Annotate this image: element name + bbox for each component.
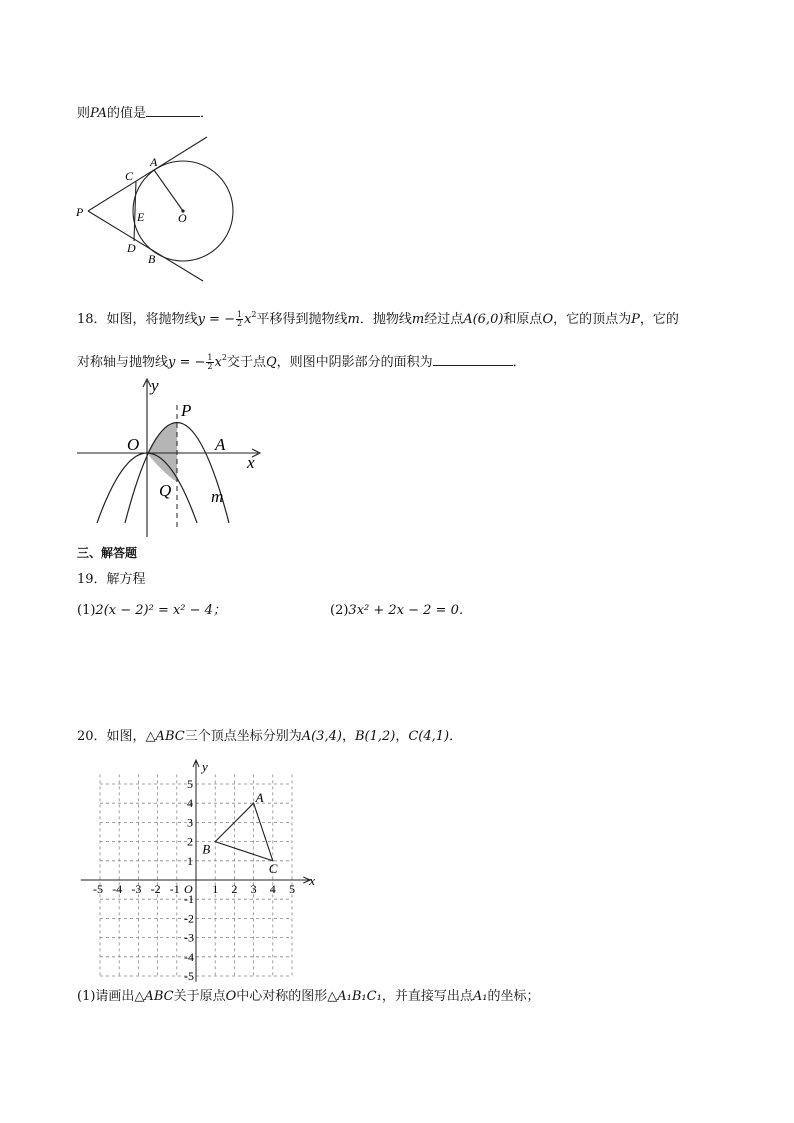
axis-label-y: y: [202, 758, 208, 774]
y-tick-label: -2: [184, 911, 194, 926]
q20-line1: [77, 728, 462, 746]
q18-text: 经过点: [424, 312, 464, 327]
q17-answer-blank: [146, 103, 200, 117]
q18-fraction: [236, 311, 243, 328]
x-tick-label: -4: [112, 882, 123, 896]
q18-fraction: [206, 354, 213, 371]
q18-x: x: [244, 312, 252, 327]
q18-text: 如图，将抛物线: [106, 312, 198, 327]
triangle-abc: [215, 803, 273, 861]
q19-part1-label: (1): [77, 603, 96, 618]
vertex-label-c: C: [268, 860, 278, 876]
q20-text: 三个顶点坐标分别为: [184, 729, 302, 744]
q18-number: 18．: [77, 312, 107, 327]
label-x: x: [247, 453, 255, 472]
q20-text: 如图，: [106, 729, 146, 744]
q20-point-a: A(3,4): [301, 729, 342, 744]
q17-prefix: 则: [77, 106, 91, 121]
x-tick-label: 5: [289, 882, 295, 896]
q19-number: 19．: [77, 572, 107, 587]
x-tick-label: -1: [169, 882, 180, 896]
label-c: C: [125, 169, 134, 183]
label-d: D: [127, 241, 136, 255]
q18-text: 交于点: [226, 355, 266, 370]
q18-exp: 2: [251, 310, 257, 319]
q18-eq-lhs: y = −: [197, 312, 235, 327]
q20-triangle: △ABC: [145, 729, 185, 744]
q20-text: 的坐标；: [487, 989, 540, 1004]
y-tick-label: 4: [187, 796, 193, 811]
y-tick-label: -1: [184, 892, 194, 907]
label-o: O: [127, 435, 140, 454]
q18-eq-lhs: y = −: [168, 355, 206, 370]
q18-o: O: [542, 312, 554, 327]
x-tick-label: 2: [231, 882, 238, 896]
q20-text: 请画出: [95, 989, 135, 1004]
q20-text: ，并直接写出点: [381, 989, 473, 1004]
q20-origin: O: [225, 989, 237, 1004]
q20-sep: ，: [395, 729, 409, 744]
section-title: 三、解答题: [77, 546, 138, 560]
x-tick-label: 4: [269, 882, 276, 896]
q18-text: 平移得到抛物线: [256, 312, 348, 327]
y-tick-label: -4: [184, 949, 194, 964]
y-tick-label: 5: [187, 777, 193, 791]
frac-den: 2: [207, 362, 213, 371]
y-tick-label: 2: [187, 834, 193, 849]
q18-p: P: [631, 312, 640, 327]
figure-20-coordinate-grid: [70, 755, 315, 983]
x-tick-label: -2: [150, 882, 161, 896]
q20-number: 20．: [77, 729, 107, 744]
q19-part2: [330, 602, 472, 620]
axis-label-x: x: [309, 873, 315, 888]
radius-oa: [154, 170, 183, 211]
label-a: A: [150, 155, 158, 169]
q19-header: [77, 571, 146, 589]
q18-x: x: [214, 355, 222, 370]
q19-part2-label: (2): [330, 603, 349, 618]
q18-point-a: A(6,0): [463, 312, 504, 327]
q20-point-c: C(4,1): [408, 729, 450, 744]
vertex-label-a: A: [255, 790, 264, 806]
q19-part2-equation: 3x² + 2x − 2 = 0．: [348, 603, 472, 618]
vertex-label-b: B: [202, 841, 211, 857]
q18-m: m: [411, 312, 425, 327]
q18-text: ，则图中阴影部分的面积为: [276, 355, 433, 370]
q18-line1: [77, 306, 679, 329]
q20-end: ．: [449, 729, 463, 744]
frac-num: 1: [207, 353, 213, 362]
q19-title: 解方程: [106, 572, 146, 587]
label-m: m: [211, 487, 224, 506]
frac-num: 1: [236, 310, 243, 319]
label-a: A: [215, 435, 226, 454]
label-e: E: [137, 210, 145, 224]
frac-den: 2: [236, 319, 243, 328]
q17-suffix: 的值是: [106, 106, 146, 121]
q18-end: ．: [512, 355, 526, 370]
figure-18-parabolas: [75, 375, 275, 540]
y-tick-label: 3: [187, 815, 193, 830]
label-p: P: [181, 401, 192, 420]
q18-text: ，它的顶点为: [553, 312, 632, 327]
q20-sub1-label: (1): [77, 989, 96, 1004]
q17-end: ．: [199, 106, 213, 121]
q19-part1: [77, 602, 226, 620]
q20-sub1: [77, 988, 539, 1006]
q18-line2: [77, 349, 526, 372]
q20-triangle: △ABC: [134, 989, 174, 1004]
q20-point-a1: A₁: [472, 989, 488, 1004]
q20-text: 中心对称的图形: [236, 989, 328, 1004]
x-tick-label: 3: [250, 882, 257, 896]
label-b: B: [148, 252, 156, 266]
tangent-cd: [134, 181, 136, 241]
q18-text: 和原点: [503, 312, 543, 327]
label-q: Q: [159, 481, 172, 500]
q18-text: ，它的: [639, 312, 679, 327]
q20-sep: ，: [341, 729, 355, 744]
q18-text: ．抛物线: [359, 312, 412, 327]
q18-exp: 2: [221, 353, 227, 362]
x-tick-label: 1: [212, 882, 219, 896]
q18-answer-blank: [433, 352, 513, 366]
q17-var: PA: [90, 106, 107, 121]
q17-answer-line: [77, 103, 213, 123]
y-tick-label: -3: [184, 930, 194, 945]
q18-m: m: [347, 312, 360, 327]
label-o: O: [178, 211, 187, 225]
x-tick-label: -3: [131, 882, 142, 896]
y-tick-label: -5: [184, 969, 194, 983]
q20-point-b: B(1,2): [354, 729, 396, 744]
label-p: P: [76, 205, 84, 219]
tangent-pa: [88, 137, 207, 211]
q18-q: Q: [265, 355, 277, 370]
x-tick-label: -5: [93, 882, 103, 896]
origin-label: O: [184, 882, 193, 896]
q18-text: 对称轴与抛物线: [77, 355, 169, 370]
q19-part1-equation: 2(x − 2)² = x² − 4；: [95, 603, 226, 618]
q20-text: 关于原点: [173, 989, 226, 1004]
figure-17-circle-tangents: [70, 135, 240, 285]
y-tick-label: 1: [187, 853, 193, 868]
q20-triangle-image: △A₁B₁C₁: [327, 989, 382, 1004]
label-y: y: [151, 376, 159, 395]
